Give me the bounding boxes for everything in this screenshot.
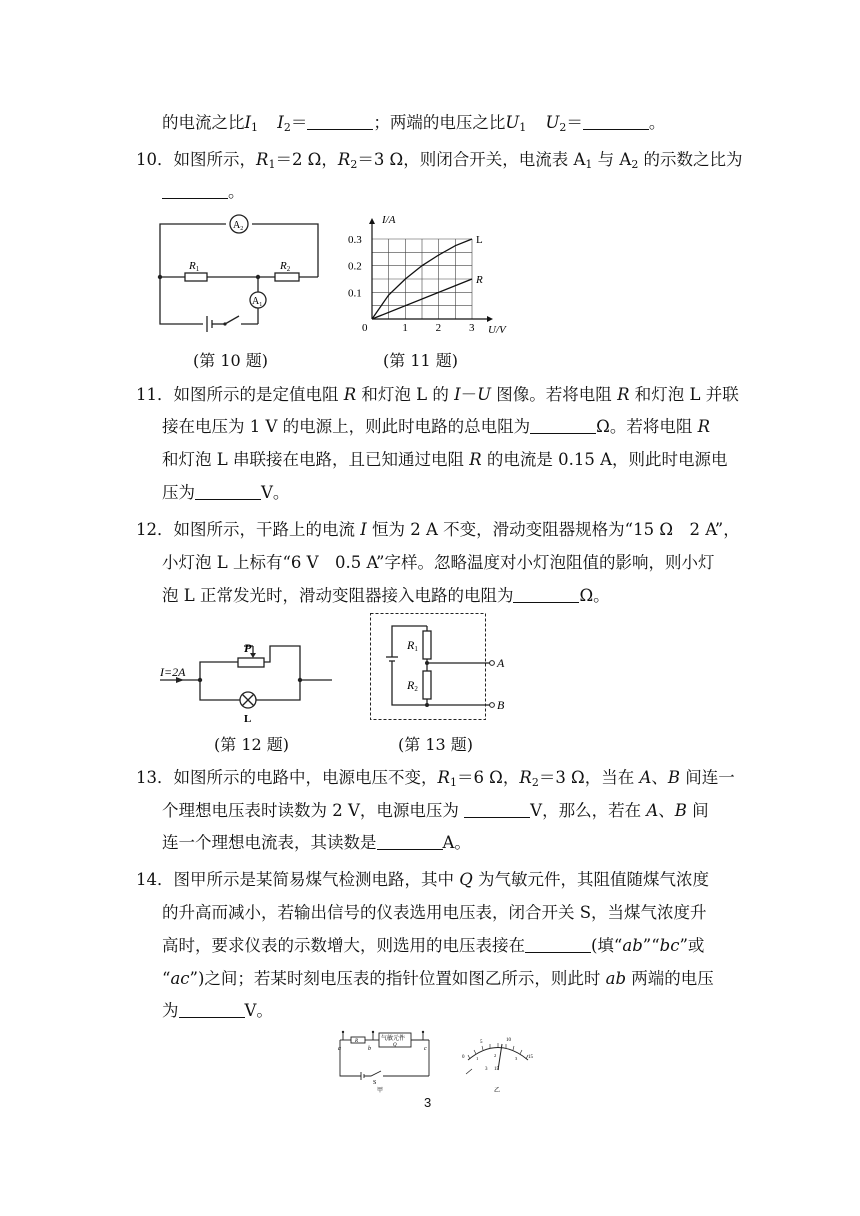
q11-text: 如图所示的是定值电阻 (173, 385, 344, 404)
sub: 1 (519, 121, 527, 134)
R1-label: R1 (189, 260, 200, 273)
answer-blank[interactable] (195, 483, 261, 500)
slider-P-label: P (244, 641, 252, 655)
q11-text: Ω。若将电阻 (596, 417, 698, 436)
point-c-label: c (424, 1046, 427, 1052)
R2-label: R2 (407, 678, 418, 693)
answer-blank[interactable] (464, 801, 530, 818)
var-I2: I (277, 113, 284, 132)
q11-caption: (第 11 题) (383, 351, 459, 370)
q14-text: 两端的电压 (626, 969, 714, 988)
q11-text: 压为 (162, 483, 195, 502)
y-tick-label: 0.2 (348, 260, 362, 273)
q10-text: 。 (228, 182, 245, 201)
sub: 1 (585, 158, 593, 171)
q14-voltmeter-dial (458, 1030, 538, 1092)
sub: 2 (350, 158, 358, 171)
dial-mark: 10 (506, 1038, 511, 1043)
answer-blank[interactable] (530, 417, 596, 434)
x-tick-label: 3 (469, 322, 475, 334)
dial-mark: 1 (476, 1056, 479, 1061)
var-R: R (343, 385, 357, 404)
point-a-label: a (338, 1046, 341, 1052)
terminal-label: 15 (494, 1067, 499, 1072)
q12-circuit-diagram (160, 638, 340, 728)
terminal-A-label: A (497, 656, 505, 670)
q13-text: ＝3 Ω，当在 (538, 768, 640, 787)
var-ab: ab (622, 936, 643, 955)
q11-line1 (136, 384, 739, 406)
q14-text: V。 (244, 1001, 273, 1020)
q10-text: 与 A (592, 150, 632, 169)
dial-mark: 15 (528, 1055, 533, 1060)
q13-text: A。 (442, 833, 471, 852)
chart-axes (369, 218, 493, 322)
q9-text: ＝ (566, 113, 583, 132)
dial-mark: 3 (515, 1056, 518, 1061)
q14-text: “ (162, 969, 171, 988)
answer-blank[interactable] (583, 113, 649, 130)
q11-text: 的电流是 0.15 A，则此时电源电 (481, 450, 728, 469)
answer-blank[interactable] (307, 113, 373, 130)
var-Q: Q (459, 870, 473, 889)
q11-text: 和灯泡 L 串联接在电路，且已知通过电阻 (162, 450, 470, 469)
q12-caption: (第 12 题) (214, 735, 290, 754)
var-U1: U (505, 113, 520, 132)
R2-label: R2 (280, 260, 291, 273)
sub: 1 (449, 776, 457, 789)
chart-grid (372, 239, 472, 319)
q14-line1 (136, 869, 709, 891)
q11-text: 和灯泡 L 的 (356, 385, 455, 404)
q10-text: ＝2 Ω， (275, 150, 338, 169)
q10-caption: (第 10 题) (193, 351, 269, 370)
q14-line5 (162, 1000, 273, 1022)
q13-text: 如图所示的电路中，电源电压不变， (173, 768, 438, 787)
answer-blank[interactable] (162, 182, 228, 199)
var-B: B (674, 801, 687, 820)
x-tick-label: 0 (362, 322, 368, 334)
var-bc: bc (659, 936, 680, 955)
answer-blank[interactable] (179, 1001, 245, 1018)
var-B: B (667, 768, 681, 787)
q14-text: ”)之间；若某时刻电压表的指针位置如图乙所示，则此时 (189, 969, 606, 988)
question-number: 14． (136, 870, 174, 889)
var-R1: R (437, 768, 450, 787)
sub: 2 (283, 121, 291, 134)
gas-sensor-label: 气敏元件 (381, 1036, 406, 1042)
q13-text: ＝6 Ω， (456, 768, 520, 787)
var-U2: U (545, 113, 560, 132)
question-number: 11． (136, 385, 174, 404)
var-A: A (639, 768, 652, 787)
q14-line2: 的升高而减小，若输出信号的仪表选用电压表，闭合开关 S，当煤气浓度升 (162, 903, 707, 922)
ammeter-A1-label: $A_1$ (252, 296, 263, 308)
q13-text: 、 (651, 768, 668, 787)
var-R1: R (256, 150, 269, 169)
current-label: I=2A (160, 665, 186, 679)
q10-line2 (162, 181, 245, 203)
question-number: 13． (136, 768, 174, 787)
var-A: A (646, 801, 659, 820)
sub: 2 (631, 158, 639, 171)
x-axis-arrow (487, 316, 493, 322)
fig-jia-label: 甲 (377, 1088, 384, 1094)
point-b-label: b (368, 1046, 371, 1052)
q12-line3 (162, 585, 610, 607)
q9-text: 。 (648, 113, 666, 132)
var-R: R (697, 417, 711, 436)
series-R-label: R (476, 274, 483, 286)
x-tick-label: 1 (402, 322, 408, 334)
q13-text: 间 (686, 801, 709, 820)
terminal-label: 3 (485, 1067, 488, 1072)
var-U: U (477, 385, 492, 404)
series-L-label: L (476, 234, 483, 246)
sensor-Q-label: Q (393, 1043, 397, 1048)
fig-yi-label: 乙 (494, 1088, 501, 1094)
answer-blank[interactable] (525, 936, 591, 953)
q12-text: 如图所示，干路上的电流 (173, 520, 361, 539)
q10-text: ＝3 Ω，则闭合开关，电流表 A (357, 150, 586, 169)
q11-iu-chart (345, 213, 525, 336)
var-R2: R (519, 768, 532, 787)
q11-text: 图像。若将电阻 (491, 385, 618, 404)
q13-text: 间连一 (680, 768, 735, 787)
answer-blank[interactable] (377, 833, 443, 850)
q10-text: 的示数之比为 (638, 150, 743, 169)
q11-line4 (162, 482, 289, 504)
q14-text: 图甲所示是某简易煤气检测电路，其中 (173, 870, 460, 889)
y-tick-label: 0.3 (348, 234, 362, 246)
answer-blank[interactable] (513, 586, 579, 603)
y-axis-label: I/A (382, 214, 396, 226)
var-I1: I (244, 113, 252, 132)
var-I: I (360, 520, 367, 539)
var-R: R (617, 385, 630, 404)
R1-label: R1 (407, 638, 418, 653)
q12-text: 恒为 2 A 不变，滑动变阻器规格为“15 Ω 2 A”， (366, 520, 740, 539)
q9-text: ＝ (290, 113, 308, 132)
q9-tail-line (162, 112, 665, 139)
dial-mark: 2 (494, 1053, 497, 1058)
q11-text: － (460, 385, 478, 404)
ammeter-A2-label: $A_2$ (233, 220, 244, 232)
q13-circuit-diagram (370, 613, 505, 721)
resistor-R-label: R (355, 1039, 359, 1044)
q13-text: V，那么，若在 (530, 801, 647, 820)
terminal-B-label: B (497, 698, 505, 712)
q14-line4 (162, 968, 714, 990)
q14-text: 为 (162, 1001, 179, 1020)
lamp-L-label: L (244, 713, 252, 725)
q10-line1 (136, 149, 743, 176)
question-number: 12． (136, 520, 174, 539)
q11-text: V。 (261, 483, 290, 502)
question-number: 10． (136, 150, 174, 169)
x-axis-label: U/V (488, 324, 506, 336)
q11-line2 (162, 416, 710, 438)
q12-line2: 小灯泡 L 上标有“6 V 0.5 A”字样。忽略温度对小灯泡阻值的影响，则小灯 (162, 553, 715, 572)
var-I: I (454, 385, 461, 404)
var-ac: ac (170, 969, 190, 988)
var-R2: R (337, 150, 351, 169)
x-tick-label: 2 (435, 322, 442, 334)
q14-text: 为气敏元件，其阻值随煤气浓度 (472, 870, 710, 889)
q13-line2 (162, 800, 709, 822)
q13-caption: (第 13 题) (398, 735, 474, 754)
sub: 2 (531, 776, 539, 789)
q14-line3 (162, 935, 704, 957)
q14-text: ”“ (642, 936, 660, 955)
q12-text: Ω。 (579, 586, 610, 605)
dial-mark: 5 (480, 1040, 483, 1045)
q10-circuit-diagram (155, 212, 325, 332)
q11-text: 接在电压为 1 V 的电源上，则此时电路的总电阻为 (162, 417, 531, 436)
q13-text: 、 (658, 801, 675, 820)
q12-line1 (136, 519, 740, 541)
q14-text: ”或 (679, 936, 705, 955)
q12-text: 泡 L 正常发光时，滑动变阻器接入电路的电阻为 (162, 586, 514, 605)
q9-text: ；两端的电压之比 (373, 113, 506, 132)
q10-text: 如图所示， (173, 150, 256, 169)
q11-text: 和灯泡 L 并联 (629, 385, 739, 404)
dial-mark: 0 (462, 1055, 465, 1060)
y-axis-arrow (369, 218, 375, 224)
q13-text: 个理想电压表时读数为 2 V，电源电压为 (162, 801, 465, 820)
page-number: 3 (424, 1095, 432, 1110)
switch-S-label: S (373, 1080, 377, 1086)
q11-line3 (162, 449, 728, 471)
q9-text: 的电流之比 (162, 113, 245, 132)
q13-line1 (136, 767, 735, 794)
q14-text: (填“ (591, 936, 623, 955)
sub: 2 (559, 121, 567, 134)
q14-gas-detector-circuit (335, 1030, 435, 1092)
q13-line3 (162, 832, 471, 854)
var-R: R (469, 450, 482, 469)
sub: 1 (268, 158, 276, 171)
q14-text: 高时，要求仪表的示数增大，则选用的电压表接在 (162, 936, 525, 955)
q13-text: 连一个理想电流表，其读数是 (162, 833, 377, 852)
y-tick-label: 0.1 (348, 287, 362, 300)
sub: 1 (251, 121, 259, 134)
var-ab: ab (605, 969, 627, 988)
